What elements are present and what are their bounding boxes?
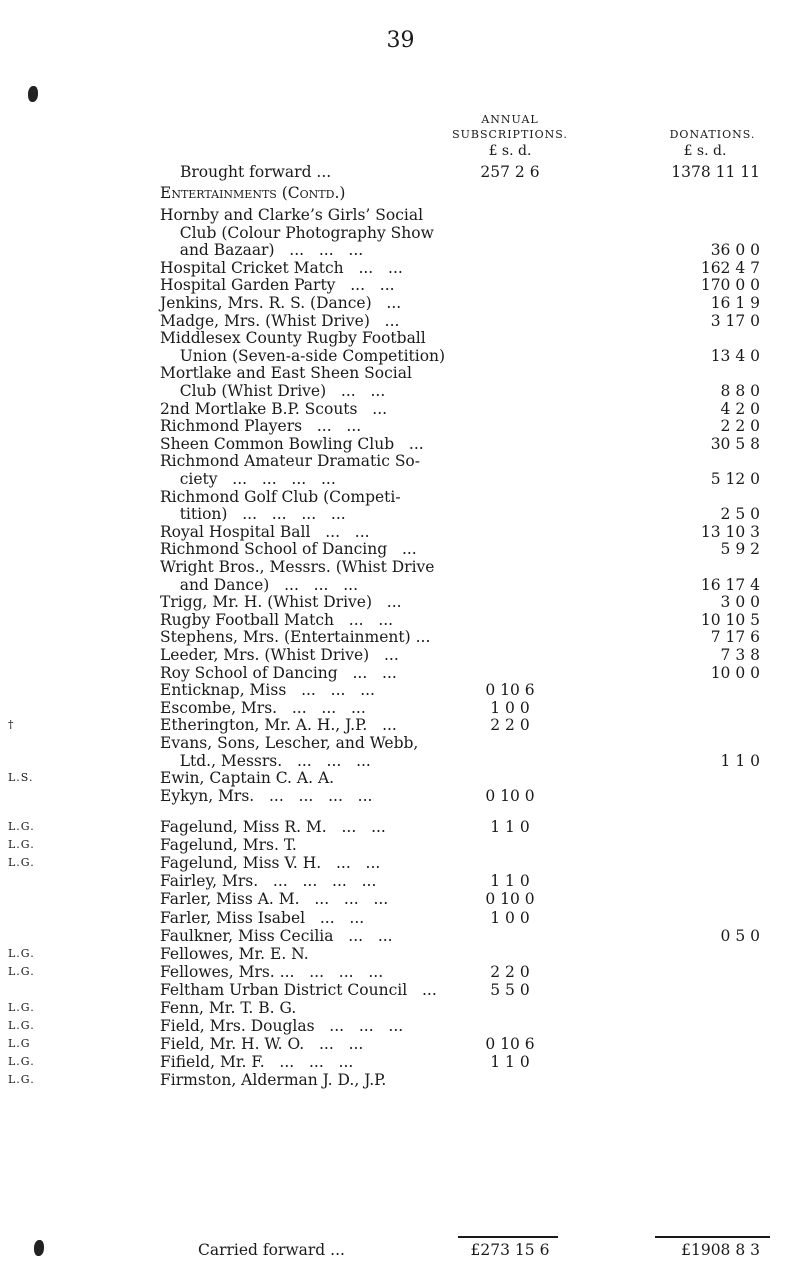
row-name: Firmston, Alderman J. D., J.P. [160,1071,387,1090]
row-mark: L.G. [8,820,35,833]
row-name: Enticknap, Miss ... ... ... [160,681,375,700]
row-name: Club (Colour Photography Show [160,223,434,242]
row-name: Roy School of Dancing ... ... [160,663,397,682]
row-name: 2nd Mortlake B.P. Scouts ... [160,399,388,418]
brought-forward-row [0,163,801,183]
row-mark: L.G. [8,1001,35,1014]
table-row [0,945,801,965]
row-subscription: 1 1 0 [490,818,530,836]
donations-total-rule [655,1236,770,1238]
row-name: Fairley, Mrs. ... ... ... ... [160,872,377,891]
page-number: 39 [386,28,415,53]
row-donation: 10 10 5 [700,610,760,629]
row-name: Fenn, Mr. T. B. G. [160,999,297,1017]
row-donation: 2 5 0 [720,505,760,524]
table-row [0,1017,801,1037]
row-subscription: 5 5 0 [490,980,530,999]
row-name: Hornby and Clarke’s Girls’ Social [160,206,424,224]
row-mark: L.S. [8,771,34,785]
table-row [0,1035,801,1055]
row-name: Rugby Football Match ... ... [160,610,394,629]
row-donation: 170 0 0 [700,276,760,295]
carried-forward-row [0,1241,801,1261]
section-title: Entertainments (Contd.) [160,184,346,202]
row-mark: L.G. [8,1019,35,1033]
row-name: Madge, Mrs. (Whist Drive) ... [160,311,400,330]
table-row [0,872,801,892]
row-subscription: 1 0 0 [490,698,530,717]
row-name: Mortlake and East Sheen Social [160,364,412,383]
row-name: Etherington, Mr. A. H., J.P. ... [160,716,397,735]
row-donation: 5 9 2 [720,540,760,559]
carried-forward-label: Carried forward ... [198,1241,345,1259]
table-row [0,836,801,856]
row-mark: L.G. [8,838,35,852]
row-subscription: 1 1 0 [490,872,530,891]
row-name: Fellowes, Mr. E. N. [160,944,309,963]
table-row [0,854,801,874]
row-name: Field, Mrs. Douglas ... ... ... [160,1017,404,1036]
donations-header: DONATIONS. [669,128,756,141]
row-name: Richmond School of Dancing ... [160,540,417,559]
row-name: Field, Mr. H. W. O. ... ... [160,1035,364,1054]
row-name: Richmond Amateur Dramatic So- [160,452,421,471]
row-name: Wright Bros., Messrs. (Whist Drive [160,558,435,576]
table-row [0,787,801,807]
row-donation: 2 2 0 [720,417,760,436]
row-mark: L.G. [8,1073,35,1087]
row-subscription: 1 0 0 [490,908,530,927]
table-row [0,1071,801,1091]
row-name: Ewin, Captain C. A. A. [160,769,335,788]
table-row [0,999,801,1019]
row-mark: L.G. [8,1055,35,1069]
row-donation: 10 0 0 [710,663,760,682]
row-subscription: 0 10 0 [485,890,535,909]
row-donation: 3 0 0 [720,593,760,612]
brought-forward-subscriptions: 257 2 6 [480,163,540,181]
row-name: Union (Seven-a-side Competition) [160,346,446,365]
row-name: Fellowes, Mrs. ... ... ... ... [160,962,384,981]
row-name: Fifield, Mr. F. ... ... ... [160,1053,354,1072]
row-name: Hospital Cricket Match ... ... [160,258,403,277]
row-name: Eykyn, Mrs. ... ... ... ... [160,786,373,805]
row-mark: † [8,718,15,732]
row-donation: 7 17 6 [710,628,760,647]
row-name: Hospital Garden Party ... ... [160,276,395,295]
row-mark: L.G. [8,856,35,870]
row-name: Fagelund, Miss V. H. ... ... [160,854,381,873]
table-row [0,890,801,910]
row-subscription: 2 2 0 [490,962,530,981]
row-subscription: 0 10 6 [485,1035,535,1054]
row-donation: 36 0 0 [710,241,760,260]
row-name: Jenkins, Mrs. R. S. (Dance) ... [160,294,402,312]
row-donation: 0 5 0 [720,926,760,945]
table-row [0,963,801,983]
ink-blot-top [28,86,38,102]
row-name: Fagelund, Miss R. M. ... ... [160,818,386,836]
carried-forward-subscriptions: £273 15 6 [470,1241,550,1259]
row-donation: 16 1 9 [710,294,760,312]
row-donation: 8 8 0 [720,382,760,400]
row-donation: 30 5 8 [710,434,760,453]
row-name: tition) ... ... ... ... [160,505,346,524]
subscriptions-total-rule [458,1236,558,1238]
row-mark: L.G [8,1037,31,1051]
row-name: Farler, Miss Isabel ... ... [160,908,365,927]
row-donation: 4 2 0 [720,399,760,418]
row-name: Evans, Sons, Lescher, and Webb, [160,734,419,752]
row-name: and Bazaar) ... ... ... [160,241,364,260]
row-name: Stephens, Mrs. (Entertainment) ... [160,628,431,647]
row-donation: 13 4 0 [710,346,760,365]
row-subscription: 0 10 6 [485,681,535,700]
row-name: Feltham Urban District Council ... [160,980,437,999]
brought-forward-donations: 1378 11 11 [671,163,760,181]
row-name: Leeder, Mrs. (Whist Drive) ... [160,646,399,664]
table-row [0,1053,801,1073]
row-name: Ltd., Messrs. ... ... ... [160,751,371,770]
row-subscription: 1 1 0 [490,1053,530,1072]
row-donation: 3 17 0 [710,311,760,330]
row-name: Trigg, Mr. H. (Whist Drive) ... [160,593,402,612]
row-mark: L.G. [8,964,35,978]
row-name: Farler, Miss A. M. ... ... ... [160,890,389,909]
table-row [0,981,801,1001]
row-donation: 7 3 8 [720,646,760,664]
row-name: and Dance) ... ... ... [160,575,359,594]
brought-forward-label: Brought forward ... [180,163,332,181]
row-name: Escombe, Mrs. ... ... ... [160,698,366,717]
subscriptions-units: £ s. d. [488,143,532,159]
row-subscription: 2 2 0 [490,716,530,735]
row-name: Fagelund, Mrs. T. [160,836,297,855]
row-name: Sheen Common Bowling Club ... [160,434,424,453]
row-donation: 1 1 0 [720,751,760,770]
carried-forward-donations: £1908 8 3 [681,1241,760,1259]
row-donation: 13 10 3 [700,522,760,541]
row-name: ciety ... ... ... ... [160,470,336,488]
subscriptions-header-line2: SUBSCRIPTIONS. [452,128,568,141]
row-name: Club (Whist Drive) ... ... [160,382,386,400]
row-mark: L.G. [8,946,35,960]
row-name: Royal Hospital Ball ... ... [160,522,370,541]
row-name: Middlesex County Rugby Football [160,329,426,348]
table-row [0,909,801,929]
row-name: Richmond Players ... ... [160,417,362,436]
row-donation: 5 12 0 [710,470,760,488]
table-row [0,927,801,947]
row-name: Faulkner, Miss Cecilia ... ... [160,926,393,945]
donations-units: £ s. d. [683,143,727,159]
row-donation: 162 4 7 [700,258,760,277]
row-donation: 16 17 4 [700,575,760,594]
subscriptions-header-line1: ANNUAL [481,113,539,126]
table-row [0,818,801,838]
row-subscription: 0 10 0 [485,786,535,805]
row-name: Richmond Golf Club (Competi- [160,487,401,506]
